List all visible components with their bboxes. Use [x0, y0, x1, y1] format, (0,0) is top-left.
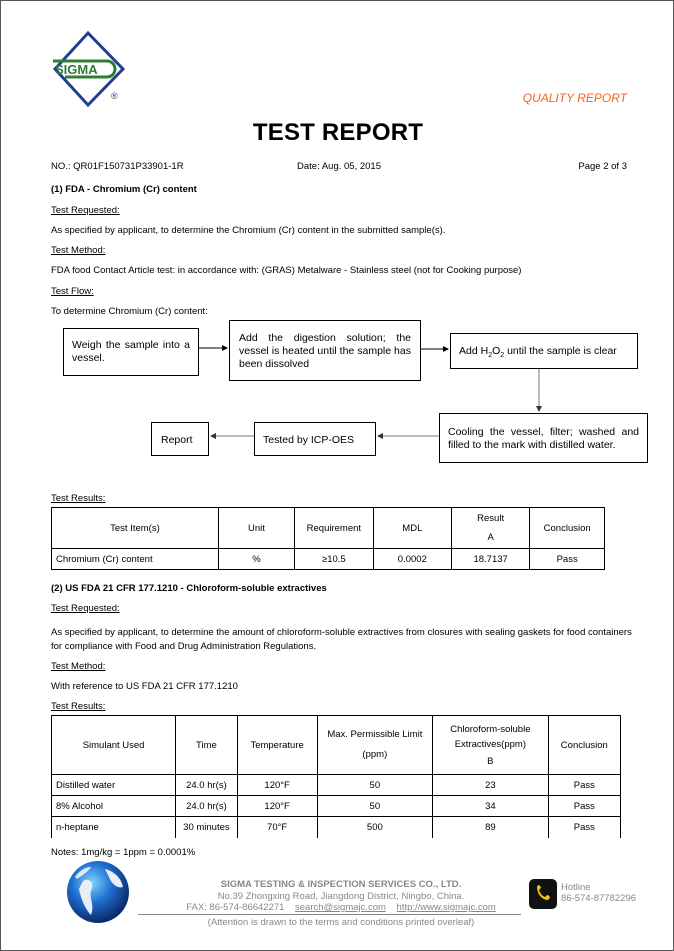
section1-test-flow-intro: To determine Chromium (Cr) content:	[51, 306, 208, 317]
table-header: MDL	[373, 508, 451, 549]
table-header	[433, 716, 549, 775]
table-cell: 24.0 hr(s)	[176, 775, 238, 796]
globe-icon	[65, 859, 131, 925]
chromium-results-table	[51, 507, 605, 570]
page-title: TEST REPORT	[252, 119, 424, 146]
table-cell: 89	[433, 817, 549, 838]
table-cell: Chromium (Cr) content	[52, 549, 219, 570]
table-cell: Pass	[548, 775, 620, 796]
flow-step-text: Weigh the sample into a vessel.	[72, 339, 190, 364]
table-cell: ≥10.5	[294, 549, 373, 570]
subscript: 2	[488, 352, 493, 360]
section2-test-method-text: With reference to US FDA 21 CFR 177.1210	[51, 681, 238, 692]
page-number: Page 2 of 3	[578, 161, 627, 172]
limit-unit-header: (ppm)	[362, 749, 388, 760]
table-cell: 30 minutes	[176, 817, 238, 838]
table-cell: %	[218, 549, 294, 570]
phone-icon	[529, 879, 557, 909]
footer-website-link[interactable]: http://www.sigmajc.com	[396, 902, 496, 913]
flow-arrows	[1, 1, 674, 481]
table-header: Unit	[218, 508, 294, 549]
registered-mark: ®	[111, 91, 118, 101]
table-cell: 500	[317, 817, 433, 838]
report-number: NO.: QR01F150731P33901-1R	[51, 161, 184, 172]
table-header-row	[52, 716, 621, 775]
footer-contacts	[141, 902, 541, 913]
table-cell: Pass	[548, 796, 620, 817]
table-cell: 0.0002	[373, 549, 451, 570]
flow-step-text: Add H	[459, 345, 489, 357]
section2-heading: (2) US FDA 21 CFR 177.1210 - Chloroform-soluble extractives	[51, 583, 327, 594]
table-header-row	[52, 508, 605, 549]
table-header: Temperature	[237, 716, 317, 775]
subscript: 2	[500, 352, 505, 360]
table-cell: 120°F	[237, 796, 317, 817]
table-cell: 24.0 hr(s)	[176, 796, 238, 817]
section1-test-results-label: Test Results:	[51, 493, 106, 504]
section1-test-method-text: FDA food Contact Article test: in accordance with: (GRAS) Metalware - Stainless steel (not for Cooking purpose)	[51, 265, 522, 276]
flow-step-text: Tested by ICP-OES	[263, 434, 355, 446]
footer-divider	[138, 914, 521, 915]
footer-attention: (Attention is drawn to the terms and conditions printed overleaf)	[207, 917, 475, 928]
table-row	[52, 775, 621, 796]
flow-step-text: until the sample is clear	[504, 345, 617, 357]
table-cell: 120°F	[237, 775, 317, 796]
extractives-sample-header: B	[487, 755, 494, 767]
flow-step-text: Cooling the vessel, filter; washed and filled to the mark with distilled water.	[448, 426, 639, 451]
result-sample-header: A	[487, 532, 494, 543]
table-cell: 23	[433, 775, 549, 796]
table-cell: 18.7137	[451, 549, 529, 570]
table-cell: Distilled water	[52, 775, 176, 796]
table-header	[451, 508, 529, 549]
flow-step-text: Report	[161, 434, 193, 446]
table-row	[52, 796, 621, 817]
table-header: Conclusion	[548, 716, 620, 775]
table-header: Time	[176, 716, 238, 775]
table-cell: 8% Alcohol	[52, 796, 176, 817]
table-row	[52, 817, 621, 838]
section1-test-requested-text: As specified by applicant, to determine the Chromium (Cr) content in the submitted sample(s).	[51, 225, 446, 236]
table-cell: 34	[433, 796, 549, 817]
table-cell: n-heptane	[52, 817, 176, 838]
footer-fax: FAX: 86-574-86642271	[186, 902, 285, 913]
section2-test-method-label: Test Method:	[51, 661, 106, 672]
svg-text:SIGMA: SIGMA	[55, 62, 98, 77]
notes: Notes: 1mg/kg = 1ppm = 0.0001%	[51, 847, 196, 858]
section2-test-requested-text: As specified by applicant, to determine the amount of chloroform-soluble extractives from closures with sealing gaskets for food containers for compliance with Food and Drug Administration Regulations.	[51, 627, 632, 652]
table-header: Requirement	[294, 508, 373, 549]
chloroform-results-table	[51, 715, 621, 838]
table-header: Conclusion	[530, 508, 605, 549]
hotline-label: Hotline	[561, 882, 591, 893]
table-cell: 70°F	[237, 817, 317, 838]
table-header: Test Item(s)	[52, 508, 219, 549]
footer-address: No.39 Zhongxing Road, Jiangdong District, Ningbo, China.	[217, 891, 465, 902]
table-cell: Pass	[530, 549, 605, 570]
table-header	[317, 716, 433, 775]
table-header: Simulant Used	[52, 716, 176, 775]
section2-test-requested-label: Test Requested:	[51, 603, 120, 614]
extractives-unit-header: Extractives(ppm)	[454, 738, 526, 750]
table-row	[52, 549, 605, 570]
flow-step-text: Add the digestion solution; the vessel is heated until the sample has been dissolved	[239, 332, 411, 370]
flow-step-text: O	[492, 345, 501, 357]
section1-heading: (1) FDA - Chromium (Cr) content	[51, 184, 197, 195]
footer-company: SIGMA TESTING & INSPECTION SERVICES CO., LTD.	[220, 879, 462, 890]
hotline-number: 86-574-87782296	[561, 893, 637, 904]
table-cell: Pass	[548, 817, 620, 838]
quality-report-label: QUALITY REPORT	[522, 91, 627, 105]
table-cell: 50	[317, 775, 433, 796]
section2-test-results-label: Test Results:	[51, 701, 106, 712]
limit-header: Max. Permissible Limit	[327, 729, 423, 740]
footer-email-link[interactable]: search@sigmajc.com	[295, 902, 386, 913]
table-cell: 50	[317, 796, 433, 817]
section1-test-method-label: Test Method:	[51, 245, 106, 256]
result-header: Result	[477, 513, 505, 524]
section1-test-requested-label: Test Requested:	[51, 205, 120, 216]
extractives-header: Chloroform-soluble	[450, 723, 531, 735]
section1-test-flow-label: Test Flow:	[51, 286, 94, 297]
report-date: Date: Aug. 05, 2015	[297, 161, 381, 172]
